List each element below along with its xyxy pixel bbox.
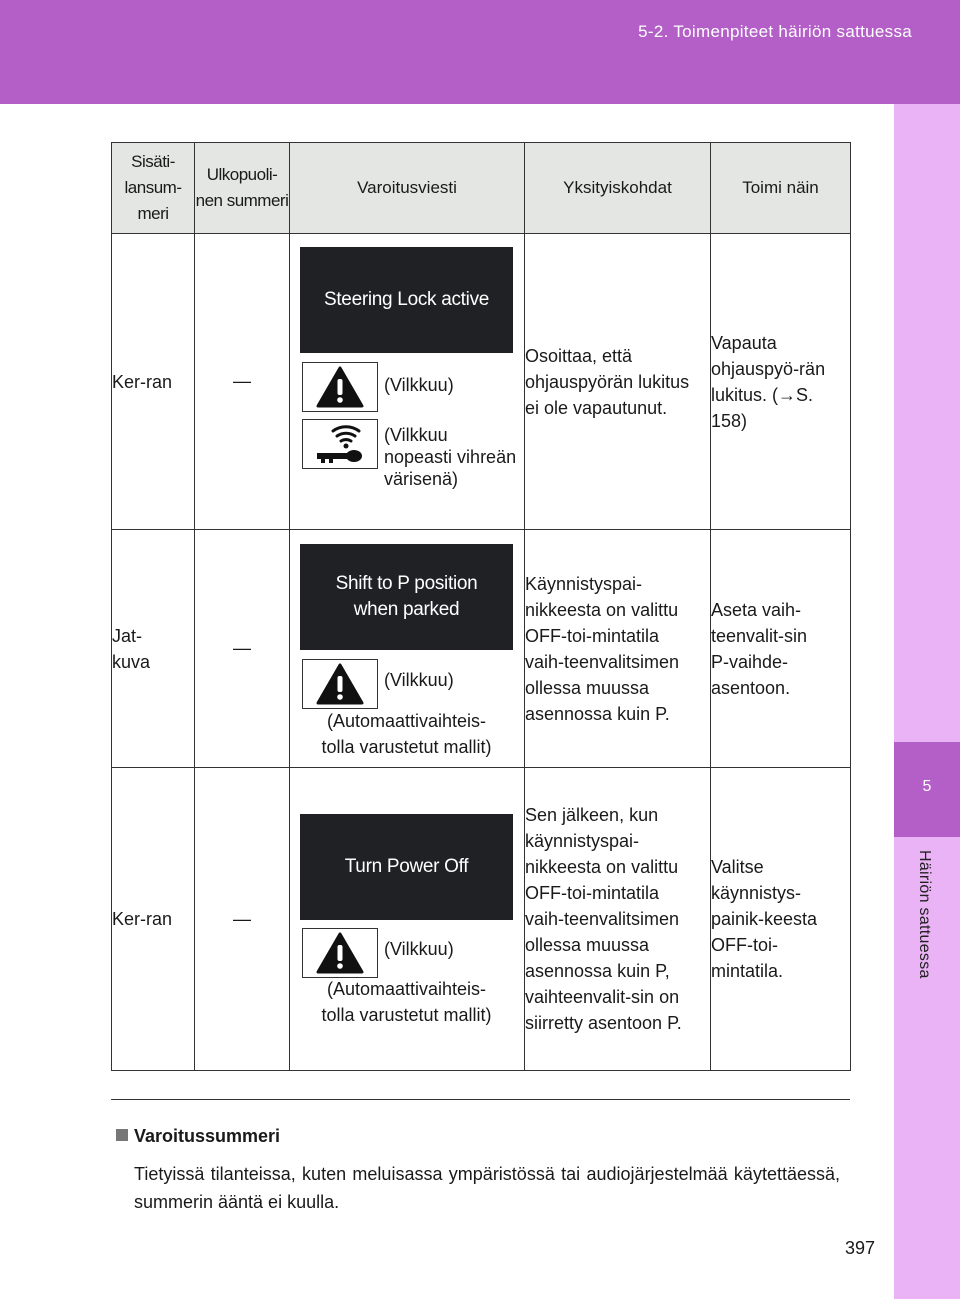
warning-message-cell: [290, 234, 525, 530]
page-number: 397: [844, 1238, 875, 1258]
action-cell: Vapauta ohjauspyö-rän lukitus. (→S. 158): [711, 234, 851, 530]
header-details: Yksityiskohdat: [525, 143, 711, 234]
outer-buzzer-cell: —: [195, 530, 290, 768]
chapter-label: Häiriön sattuessa: [916, 850, 933, 979]
table-row: [112, 530, 851, 768]
divider: [111, 1099, 850, 1100]
details-cell: Osoittaa, että ohjauspyörän lukitus ei ole vapautunut.: [525, 234, 711, 530]
warning-table: [111, 142, 851, 1071]
inner-buzzer-cell: Jat-kuva: [112, 530, 195, 768]
display-screen: Shift to P position when parked: [300, 544, 513, 650]
indicator-label: (Vilkkuu): [384, 375, 454, 395]
details-cell: Sen jälkeen, kun käynnistyspai-nikkeesta on valittu OFF-toi-mintatila vaih-teenvalitsimen ollessa muussa asennossa kuin P, vaihteenvalit-sin on siirretty asentoon P.: [525, 768, 711, 1071]
display-screen: Turn Power Off: [300, 814, 513, 920]
model-caption: (Automaattivaihteis-tolla varustetut mallit): [321, 979, 492, 1025]
inner-buzzer-cell: Ker-ran: [112, 234, 195, 530]
header-bar: [0, 0, 960, 104]
header-inner-buzzer: Sisäti-lansum-meri: [112, 143, 195, 234]
model-caption: (Automaattivaihteis-tolla varustetut mallit): [321, 711, 492, 757]
sidebar-tab: [894, 104, 960, 1299]
indicator-label: (Vilkkuu): [384, 939, 454, 959]
action-cell: Valitse käynnistys-painik-keesta OFF-toi-mintatila.: [711, 768, 851, 1071]
chapter-number: 5: [922, 778, 932, 795]
outer-buzzer-cell: —: [195, 768, 290, 1071]
warning-triangle-icon: [302, 659, 378, 709]
table-header-row: [112, 143, 851, 234]
table-row: [112, 234, 851, 530]
outer-buzzer-cell: —: [195, 234, 290, 530]
inner-buzzer-cell: Ker-ran: [112, 768, 195, 1071]
header-action: Toimi näin: [711, 143, 851, 234]
warning-triangle-icon: [302, 928, 378, 978]
action-cell: Aseta vaih-teenvalit-sin P-vaihde-asentoon.: [711, 530, 851, 768]
indicator-label: (Vilkkuu): [384, 670, 454, 690]
warning-message-cell: [290, 530, 525, 768]
section-title: 5-2. Toimenpiteet häiriön sattuessa: [638, 22, 912, 41]
header-warning-message: Varoitusviesti: [290, 143, 525, 234]
bullet-square-icon: [116, 1129, 128, 1141]
table-row: [112, 768, 851, 1071]
key-wireless-icon: [302, 419, 378, 469]
warning-triangle-icon: [302, 362, 378, 412]
note-title: Varoitussummeri: [116, 1126, 280, 1147]
note-body: Tietyissä tilanteissa, kuten meluisassa ympäristössä tai audiojärjestelmää käytettäessä, summerin ääntä ei kuulla.: [134, 1164, 840, 1212]
details-cell: Käynnistyspai-nikkeesta on valittu OFF-toi-mintatila vaih-teenvalitsimen ollessa muussa asennossa kuin P.: [525, 530, 711, 768]
header-outer-buzzer: Ulkopuoli-nen summeri: [195, 143, 290, 234]
warning-message-cell: [290, 768, 525, 1071]
display-screen: Steering Lock active: [300, 247, 513, 353]
indicator-label: (Vilkkuu nopeasti vihreän värisenä): [384, 425, 517, 489]
